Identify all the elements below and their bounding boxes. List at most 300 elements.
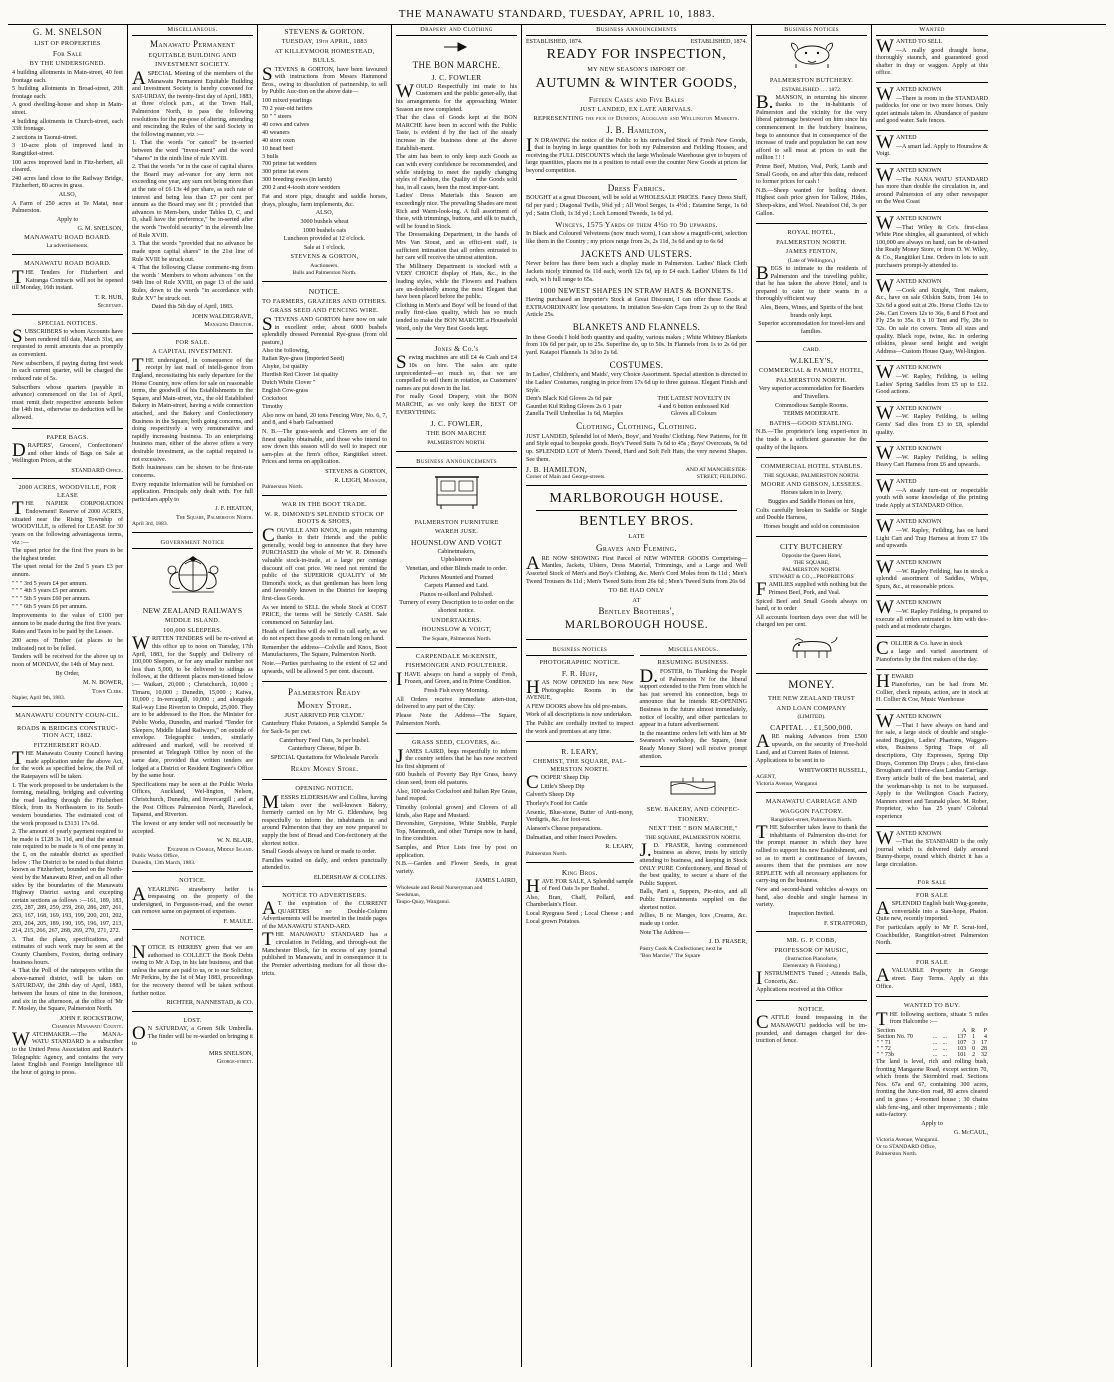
wantedbuy-applyto: Apply to	[921, 1120, 943, 1127]
stevens-date: TUESDAY, 19th APRIL, 1883	[281, 38, 368, 45]
county-title: MANAWATU COUNTY COUN-CIL.	[15, 711, 120, 719]
lost-body: ON SATURDAY, a Green Silk Umbrella. The finder will be re-warded on bringing it to	[132, 1023, 253, 1048]
row3-c4: 2	[972, 1051, 976, 1058]
wanted-body-12: —W. Rapley Feilding, is prepared to execute all orders entrusted to him with des-patch and at moderate charges.	[876, 608, 988, 631]
row3-c1: ...	[932, 1051, 938, 1058]
forsale-p2: Both businesses can be shown to be first-rate concerns.	[132, 465, 253, 479]
wanted-item-2	[876, 132, 988, 164]
special-notices-title: SPECIAL NOTICES.	[37, 319, 98, 327]
ad-king-bros	[526, 868, 634, 932]
fenton-name: JAMES FENTON,	[785, 248, 838, 256]
furniture-l5: Carpets Planned and Laid.	[424, 583, 489, 590]
row0-c1: ...	[932, 1033, 938, 1040]
th-p: P	[983, 1027, 987, 1034]
gloves-l1: Dent's Black Kid Gloves 2s 6d pair	[526, 396, 613, 403]
leary-l3: Calvert's Sheep Dip	[526, 792, 575, 799]
wanted-list	[876, 36, 989, 874]
gloves-r3: Gloves all Colours	[670, 411, 717, 418]
money-sig-addr: Victoria Avenue, Wanganui	[756, 781, 818, 788]
bonmarche-body: WOULD Respectfully int mate to his Customers and the public gener-ally, that his arrangements for the approaching Winter Season are now completed.	[396, 80, 517, 113]
pointing-hand-ornament	[396, 39, 517, 57]
advnotice-body: AT the expiration of the CURRENT QUARTERS no Double-Column Advertisements will be inserted in the inside pages of the MANAWATU STAND-ARD.	[262, 898, 387, 930]
ready-just: JUST LANDED, EX LATE ARRIVALS.	[580, 105, 693, 113]
winceys-line: Winceys, 1575 Yards of them 4½d to 9d upwards.	[555, 220, 718, 230]
woodville-byorder: By Order,	[55, 670, 80, 677]
butchery-p3: N.B.—Sheep wanted for boiling down. Highest cash price given for Tallow, Hides, Sheep-skins, and Wool. Neatsfoot Oil, 3s per Gallon.	[756, 187, 867, 217]
permanent-body: ASPECIAL Meeting of the members of the Manawatu Permanent Equitable Building and Investment Society is hereby convened for SAT-URDAY, the twenty-first day of April, 1883, at three o'clock p.m., at the Town Hall, Palmerston North, to pass the following resolutions for the pur-pose of altering, amending and rescinding the Rules of the said Society in the following manner, viz :—	[132, 67, 253, 138]
money-l3: (LIMITED).	[797, 714, 826, 721]
stables-title: COMMERCIAL HOTEL STABLES.	[760, 463, 863, 471]
stevens-stock-11: 200 2 and 4-tooth store wedders	[262, 185, 341, 192]
stevens-sig-addr: Bulls and Palmerston North.	[292, 269, 357, 276]
gloves-l2: Gauntlet Kid Riding Gloves 2s 6 1 pair	[526, 403, 622, 410]
column-7-header: Wanted	[876, 25, 988, 36]
photographic-p3: Work of all descriptions is now undertaken.	[526, 712, 633, 719]
jackets-title: JACKETS AND ULSTERS.	[580, 248, 693, 259]
fencing-sig: STEVENS & GORTON,	[325, 468, 387, 476]
walkley-l4: BATHS—GOOD STABLING.	[769, 419, 854, 427]
ad-county-council	[12, 712, 123, 1082]
forsale1-title: FOR SALE	[916, 891, 948, 899]
leary-sig-addr: Palmerston North.	[526, 850, 568, 857]
divider	[536, 179, 737, 180]
ready-big: AUTUMN & WINTER GOODS,	[535, 75, 738, 91]
notice2-sig: RICHTER, NANNESTAD, & CO.	[166, 999, 253, 1007]
masthead: THE MANAWATU STANDARD, TUESDAY, APRIL 10, 1883.	[8, 6, 1106, 25]
jones-title: Jones & Co.'s	[434, 344, 479, 354]
money-title: MONEY.	[788, 679, 835, 691]
leary-l1: COOPER' Sheep Dip	[526, 772, 589, 794]
forsale-date: April 3rd, 1883.	[132, 521, 169, 528]
wanted-body-10: —W. Rapley, Feilding, has on hand Light Cart and Trap Harness at from £7 10s and upwards	[876, 528, 988, 550]
hamilton-addr-right: STREET, FEILDING.	[696, 474, 747, 481]
butchery-body: B.MANSON, in returning his sincere thanks to the in-habitants of Palmerston and the vicinity for the very liberal patronage bestowed on him since his commencement in the butchery business, begs to announce that in consequence of the increase of trade and population he can now afford to sell meat at prices to suit the million ! ! !	[756, 91, 867, 162]
ad-notice-heifer	[132, 877, 253, 930]
boot-sub: W. R. DIMOND'S SPLENDID STOCK OF BOOTS & SHOES,	[264, 510, 385, 526]
sewbakery-l2: TIONERY.	[678, 815, 709, 823]
cake-icon	[663, 772, 723, 798]
stevens-stock-0: 100 mixed yearlings	[262, 98, 312, 105]
citybutchery-sub3: PALMERSTON NORTH.	[782, 567, 841, 574]
walkley-sub2: PALMERSTON NORTH.	[776, 376, 847, 384]
furniture-title: PALMERSTON FURNITURE	[414, 518, 499, 526]
ready-sub: MY NEW SEASON'S IMPORT OF	[587, 66, 686, 74]
ad-carriage-factory	[756, 798, 867, 932]
graves-fleming: Graves and Fleming.	[595, 543, 678, 553]
forsale1-body: ASPLENDID English built Wag-gonette, convertable into a Stan-hope, Phaton. Quite new, recently imported.	[876, 898, 988, 923]
column-7	[872, 25, 992, 1367]
bonmarche-p3: The aim has been to only keep such Goods as can with every confidence be recommended, and while studying to meet the rapidly changing styles of Fashion, the Quality of the Goods sold has, in all cases, been the most impor-tant.	[396, 154, 517, 191]
permanent-item-3: 4. That the following Clause commenc-ing from the words ' Members to whom advances ' on the 94th line of Rule XVIII, on page 13 of the said Rules, down to the words "in accordance with Rule XV" be struck out.	[132, 265, 253, 302]
boot-body: COUVILLE AND KNOX, in again returning thanks to their friends and the public generally, would beg to announce that they have PURCHASED the whole of Mr W. R. Dimond's valuable stock-in-trade, at a large per centage discount off cost price. We need not remind the public of the SUPERIOR QUALITY of Mr Dimond's stock, as that gentleman has been long and favorably known in the District for keeping first-class Goods.	[262, 524, 387, 603]
opening-sig: ELDERSHAW & COLLINS.	[313, 874, 387, 882]
leary-l5: Arsenic, Blue-stone, Butter of Anti-mony, Verdigris, &c. for foot-rot.	[526, 809, 634, 824]
wantedbuy-p2: The land is level, rich and rolling bush, fronting Mangaone Road, except section 70, which fronts the Stormbird road. Sections Nos. 67a and 67, containing 300 acres, fronting the Junc-tion road, 80 acres cleared and in grass ; 4-roomed house ; 30 chains slab fenc-ing, and other improvements ; title satis-factory.	[876, 1058, 988, 1119]
cow-cut	[756, 633, 867, 666]
stevens-stock-7: 3 bulls	[262, 153, 279, 160]
fencing-seed-5: English Cow-grass	[262, 388, 309, 395]
wanted-item-13	[876, 637, 988, 670]
snelson-also: ALSO,	[58, 192, 77, 199]
paper-bags-sig: STANDARD Office.	[71, 466, 123, 474]
ad-paper-bags	[12, 434, 123, 480]
money-capital: CAPITAL . . £1,500,000.	[770, 723, 853, 733]
boot-p2: As we intend to SELL the whole Stock at COST PRICE, the terms will be Strictly CASH. Sale commenced on Saturday last.	[262, 604, 387, 626]
ad-royal-hotel	[756, 229, 867, 342]
coat-of-arms-icon	[158, 552, 228, 598]
permanent-sub2: INVESTMENT SOCIETY.	[155, 61, 230, 69]
stables-l5: Horses bought and sold on commission	[763, 523, 860, 530]
stables-l2: Horses taken in to livery.	[780, 490, 843, 497]
sewbakery-l3: NEXT THE " BON MARCHE,"	[648, 825, 738, 833]
stevens-stock-12: Fat and store pigs, draught and saddle horses, drays, ploughs, farm implements, &c.	[262, 194, 387, 208]
grass-item-0: 600 bushels of Poverty Bay Rye Grass, heavy clean seed, from old pastures.	[396, 772, 517, 787]
forsale1-p2: For particulars apply to Mr F. Scrat-ford, Coachbuilder, Rangitikei-street Palmerston North.	[876, 925, 988, 947]
wanted-item-4	[876, 212, 988, 275]
jones-body: Sewing machines are still £4 4s Cash and £4 10s on hire. The sales are quite unprecedented—so much so, that we are compelled to sell them in rotation, as Customers' names are put down in the list.	[396, 352, 517, 392]
woodville-rate-2: " " " 5th 5 years £60 per annum.	[12, 596, 91, 603]
fraser-sig: J. D. FRASER,	[709, 938, 747, 946]
readymoney-big: Ready Money Store.	[290, 764, 359, 774]
wanted-lead-16: WANTED KNOWN	[876, 827, 942, 849]
readymoney-title: Palmerston Ready	[288, 687, 361, 698]
stevens-stock-6: 10 head beef	[262, 145, 294, 152]
blankets-title: BLANKETS AND FLANNELS.	[572, 321, 701, 332]
row1-c3: 107	[957, 1039, 967, 1046]
snelson-farm: A Farm of 250 acres at Te Matai, near Palmerston.	[12, 200, 123, 215]
notice1-sig: F. MAULE.	[223, 917, 253, 925]
wanted-body-11: —W. Rapley Feilding, has in stock a splendid assortment of Saddles, Whips, Spurs, &c., at reasonable prices.	[876, 568, 988, 590]
stevens-luncheon: Luncheon provided at 12 o'clock.	[283, 236, 366, 243]
ad-money-loan	[756, 679, 867, 793]
fencing-seed-list	[262, 348, 387, 411]
th-r: R	[971, 1027, 976, 1034]
snelson-item-3: 4 building allotments in Church-street, each 33ft frontage.	[12, 118, 123, 133]
photographic-title: PHOTOGRAPHIC NOTICE.	[539, 659, 621, 667]
bonmarche-p7: Clothing in Men's and Boys' will be found of that really first-class quality, which has so much tended to make the BON MARCHE a Household Word, only the Very Best Goods kept.	[396, 302, 517, 332]
furniture-l6: Pianos re-silked and Polished.	[419, 591, 494, 598]
kingbros-body: HAVE FOR SALE, A Splendid sample of Feed Oats 3s per Bushel.	[526, 875, 634, 897]
photographic-body: HAS NOW OPENED his new New Photographic Rooms in the AVENUE,	[526, 676, 634, 702]
row0-c3: 137	[957, 1033, 967, 1040]
ad-ready-money-store	[262, 687, 387, 780]
cow-icon	[783, 633, 841, 661]
furniture-addr: The Square, Palmerston North.	[421, 635, 492, 642]
grass-sig-2: Wholesale and Retail Nurseryman and	[396, 884, 483, 891]
money-l2: AND LOAN COMPANY	[776, 704, 847, 712]
royal-coat-of-arms	[132, 552, 253, 603]
stevens-sig-role: Auctioneers.	[310, 262, 339, 269]
jackets-body: Never before has there been such a display made in Palmerston. Ladies' Black Cloth Jackets nicely trimmed 6s 11d each, worth 12s 6d, up to £4 each. Ladies' Ulsters 8s 11d each, wi h full range to 65s.	[526, 261, 747, 283]
wanted-lead-4: WANTED KNOWN	[876, 212, 942, 234]
wanted-item-6	[876, 362, 988, 401]
ad-commercial-stables	[756, 463, 867, 537]
row3-c3: 101	[957, 1051, 967, 1058]
snelson-advert: La advertisements.	[46, 243, 89, 250]
stevens-stock-3: 40 cows and calves	[262, 121, 310, 128]
hamilton-addr-left: Corner of Main and George-streets.	[526, 474, 606, 481]
resuming-p2: In the meantime orders left with him at Mr Swanson's workshop, the Square, (near Ready Money Store) will receive prompt attention.	[639, 730, 747, 760]
ad-special-notices	[12, 320, 123, 429]
ad-for-sale-investment	[132, 339, 253, 534]
wanted-body-9: —A steady turn-out or respectable youth with some knowledge of the printing trade Apply at STANDARD Office.	[876, 487, 988, 509]
row1-c0: " " 71	[877, 1039, 891, 1046]
woodville-rates	[12, 581, 123, 613]
carpendale-title: CARPENDALE McKENSIE,	[415, 652, 498, 660]
county-p2: 1. The work proposed to be undertaken is the forming, metalling, bridging and culverting the road leading through the Fitzherbert Block, from its Northeastern to its South-western boundaries. The estimated cost of the work proposed is £3131 17s 6d.	[12, 782, 123, 827]
furniture-l7: Turnery of every Description to to order on the shortest notice.	[399, 600, 514, 615]
stevens-title: STEVENS & GORTON.	[284, 27, 365, 36]
notice2-body: NOTICE IS HEREBY given that we are authorised to COLLECT the Book Debts owing to Mr A Esp, in his late business, and that unless the same are paid to us, or to our Solicitor, Mr Perkins, by the 1st of May 1883, proceedings for the recovery thereof will be taken without further notice.	[132, 941, 253, 997]
wanted-lead-12: WANTED KNOWN	[876, 597, 942, 619]
walkley-l1: Very superior accommodation for Boarders and Travellers.	[758, 386, 865, 401]
divider	[536, 510, 737, 511]
woodville-rate-0: " " " 3rd 5 years £4 per annum.	[12, 580, 88, 587]
fencing-sub: GRASS SEED AND FENCING WIRE.	[270, 307, 379, 315]
ad-stevens-gorton-auction	[262, 27, 387, 282]
dress-fabrics-title: Dress Fabrics.	[607, 182, 666, 193]
row0-c4: 1	[972, 1033, 976, 1040]
ad-snelson	[12, 27, 123, 255]
carriage-body: THE Subscriber takes leave to thank the inhabitants of Palmerston dis-trict for the prompt manner in which they have rallied to support his new Establishment, and so as to merit a continuance of favours, assures them that the premises are now REPLETE with all necessary appliances for carry-ing on the business.	[756, 822, 867, 885]
boot-p5: Note.—Parties purchasing to the extent of £2 and upwards, will be allowed 5 per cent. discount.	[262, 660, 387, 675]
wanted-lead-6: WANTED KNOWN	[876, 362, 942, 384]
row1-c2: ...	[942, 1039, 947, 1046]
ad-for-sale-waggonette	[876, 892, 988, 954]
woodville-p6: 200 acres of Timber (at places to be indicated) not to be felled.	[12, 638, 123, 652]
column-5-header: Business Announcements	[526, 25, 747, 36]
ad-wanted-to-buy	[876, 1002, 988, 1162]
row3-c2: ...	[942, 1051, 947, 1058]
leary-sig: R. LEARY,	[605, 843, 634, 851]
grass-sig-3: Seedsman,	[396, 891, 421, 898]
opening-body: MESSRS ELDERSHAW and Collins, having taken over the well-known Bakery, formerly carried on by Mr G. Eldershaw, beg respectfully to inform the inhabitants in and around Palmerston that they are now prepared to supply the best of Bread and Con-fectionery at the shortest notice.	[262, 791, 387, 847]
ad-furniture-warehouse	[396, 457, 517, 648]
wanted-item-10	[876, 516, 988, 555]
wanted-item-8	[876, 443, 988, 475]
fencing-seed-6: Cocksfoot	[262, 395, 288, 402]
advnotice-p2: THE MANAWATU STANDARD has a circulation in Feilding, and through-out the Manchester Block, far in excess of any journal published in Manawatu, and in consequence it is the Premier advertising medium for all those dis-tricts.	[262, 929, 387, 977]
county-p5: 4. That the Poll of the ratepayers within the above-named district, will be taken on SATURDAY, the 28th day of April, 1883, between the hours of nine in the forenoon, and six in the afternoon, at the office of 'Mr F. Mosley, the Square, Palmerston North.	[12, 968, 123, 1013]
stables-l3: Buggies and Saddle Horses on hire,	[768, 498, 855, 505]
col5-lower-left	[526, 645, 634, 968]
pointing-hand-icon	[442, 40, 472, 52]
carpendale-p2: Fresh Fish every Morning.	[424, 688, 489, 695]
wanted-lead-2: WANTED	[876, 132, 917, 154]
stevens-sig: STEVENS & GORTON,	[290, 253, 359, 261]
grass-body: JAMES LAIRD, begs respectfully to inform the country settlers that he has now received his first shipment of	[396, 745, 517, 770]
wantedbuy-or: Or to STANDARD Office,	[876, 1143, 937, 1150]
ad-fishmonger	[396, 653, 517, 734]
forsale2-body: AVALUABLE Property in George street. Easy Terms. Apply at this Office.	[876, 965, 988, 990]
railways-body: WRITTEN TENDERS will be re-ceived at this office up to noon on Tuesday, 17th April, 1883, for the Supply and Delivery of 100,000 Sleepers, or for any smaller number not less than 5,000, to be delivered to sidings as follows, at the different places men-tioned below :— Waikari, 20,000 ; Christchurch, 10,000 ; Timaru, 10,000 ; Dunedin, 15,000 ; Kaiwa, 10,000 ; In-vercargill, 10,000 ; and alongside Rail-way Line Riverton to Orepuki, 25,000. They are to be addressed to the Hon. the Minister for Public Works, Dunedin, and marked "Tender for Sleepers, Middle Island Railways," on outside of envelope. Telegraphic tenders, similarly addressed and marked, will be received if presented at Telegraph Office by noon of the same date, provided that written tenders are lodged at a District or Resident Engineer's Office by the same hour.	[132, 633, 253, 780]
grass-p2: Samples, and Price Lists free by post on application.	[396, 844, 517, 859]
govt-notice-header: Government Notice	[132, 538, 253, 549]
woodville-body: THE NAPIER CORPORATION Endowment! Reserve of 2000 ACRES, situated near the Rising Township of WOODVILLE, is offered for LEASE for 30 years on the following advantageous terms, viz :—	[12, 498, 123, 546]
bentley-brothers: Bentley Brothers',	[598, 606, 675, 617]
woodville-sig: M. N. BOWER,	[82, 679, 123, 687]
wanted-body-6: —W. Rapley, Feilding, is selling Ladies' Spring Saddles from £5 up to £12. Good actions.	[876, 373, 988, 396]
stevens-also-1: 3000 bushels wheat	[300, 218, 349, 225]
kingbros-p2: Also, Bran, Chaff, Pollard, and Chamberlain's Flour.	[526, 894, 634, 909]
business-notices-header-c4: Business Announcements	[396, 457, 517, 468]
snelson-item-5: 3 10-acre plots of improved land in Rangitikei-street.	[12, 143, 123, 157]
column-4	[392, 25, 522, 1367]
royal-p2: Ales, Beers, Wines, and Spirits of the best brands only kept.	[760, 304, 863, 319]
sewbakery-body: J.D. FRASER, having commenced business as above, trusts by strictly attending to business, and keeping in Stock ONLY PURE Confectionery, and Bread of the best quality, to secure a share of the Public Support.	[639, 839, 747, 887]
furniture-l2: Upholsterers	[440, 557, 473, 564]
gloves-right	[641, 396, 748, 419]
royal-title: ROYAL HOTEL,	[787, 229, 836, 237]
ad-permanent-society	[132, 39, 253, 334]
cobb-l4: Applications received at this Office	[756, 987, 843, 994]
cobb-l2: Elementary & Finishing.)	[782, 963, 841, 970]
wanted-body-3: —The NANA WATU STANDARD has more than double the circulation in, and around Palmerston of any other newspaper on the West Coast	[876, 176, 988, 206]
row2-c2: ...	[942, 1045, 947, 1052]
snelson-apply-name: G. M. SNELSON,	[77, 225, 123, 233]
permanent-sig-role: Managing Director.	[204, 321, 253, 329]
wanted-lead-1: WANTED KNOWN	[876, 84, 942, 106]
wanted-item-5	[876, 276, 988, 361]
sewbakery-p2: Balls, Parti s, Suppers, Pic-nics, and all Public Entertainments supplied on the shortest notice.	[639, 889, 747, 911]
snelson-item-6: 100 acres improved land in Fitz-herbert, all cleared.	[12, 159, 123, 174]
citybutchery-l2: Spiced Beef and Small Goods always on hand, or to order	[756, 598, 867, 613]
citybutchery-l1: FAMILIES supplied with nothing but the Primest Beef, Pork, and Veal.	[756, 579, 867, 601]
county-p6: WATCHMAKER.—The MANA-WATU STANDARD is a subscriber to the United Press Association and Reuter's Telegraphic Agency, and contains the very latest English and Foreign Intelligence till the hour of going to press.	[12, 1028, 123, 1076]
forsale-sub: A CAPITAL INVESTMENT.	[152, 348, 233, 356]
railways-sig-role: Engineer in Charge, Middle Island.	[167, 845, 253, 853]
th-a: A	[961, 1027, 967, 1034]
snelson-apply: Apply to	[56, 216, 79, 223]
bonmarche-sig-town: PALMERSTON NORTH.	[427, 439, 486, 446]
jones-p2: For really Good Drapery, visit the BON MARCHE, as we only keep the BEST OF EVERYTHING.	[396, 394, 517, 416]
walkley-l2: Commodious Sample Rooms.	[775, 402, 848, 409]
gloves-left	[526, 396, 633, 419]
money-l1: THE NEW ZEALAND TRUST	[767, 695, 856, 703]
furniture-cut	[396, 471, 517, 516]
ready-cases: Fifteen Cases and Five Bales	[588, 94, 685, 104]
resuming-body: D.FOSTER, In Thanking the People of Palmerston N for the liberal support extended to the Firm from which he has just severed his connection, begs to announce that he intends RE-OPENING Business in the future almost immediately, notice of locality, and other particulars to appear in a future advertisement.	[639, 665, 747, 729]
walkley-l3: TERMS MODERATE.	[783, 411, 840, 418]
money-sig-role: AGENT,	[756, 774, 776, 781]
ad-nz-railways	[132, 538, 253, 872]
roadboard-body: THE Tenders for Fitzherbert and Kairanga Contracts will not be opened till Monday, 16th instant.	[12, 266, 123, 292]
permanent-item-1: 2. That the words "or in the case of capital shares the Board may ad-vance for any term not exceeding one year, any sum not being more than at the rate of £6 13s 4d per share, as such rate of interest and being less than £7 per cent per annum as the Board may see fit ; provided that advances to Mem-bers, under Tables D, C, and D, shall have the preference," be in-serted after the words "twofold security" in the eleventh line of Rule XVIII.	[132, 164, 253, 239]
furniture-l3: Venetian, and other Blinds made to order.	[405, 566, 508, 573]
ad-notice-advertisers	[262, 892, 387, 984]
cobb-l3: INSTRUMENTS Tuned ; Attends Balls, Concerts, &c.	[756, 968, 867, 990]
carriage-addr: Rangitikei-street, Palmerston North.	[770, 817, 853, 824]
readymoney-potatoes: Canterbury Fluke Potatoes, a Splendid Sample 5s for Sack-5s per cwt.	[262, 721, 387, 735]
fencing-p2: Also now on hand, 20 tons Fencing Wire, No. 6, 7, and 8, and 4 barb Galvanised	[262, 412, 387, 427]
gloves-r1: THE LATEST NOVELTY IN	[657, 396, 731, 403]
bull-icon	[784, 39, 840, 69]
readymoney-special: SPECIAL Quotations for Wholesale Parcels	[270, 754, 379, 761]
wanted-item-15	[876, 711, 989, 827]
ad-leary-chemist	[526, 747, 634, 862]
readymoney-cheese: Canterbury Cheese, 8d per lb.	[288, 746, 361, 753]
butchery-cut	[756, 39, 867, 74]
column-6	[752, 25, 872, 1367]
snelson-item-1: 5 building allotments in Broad-street, 20ft frontage each.	[12, 86, 123, 100]
forsale-title: FOR SALE.	[175, 338, 210, 346]
wanted-lead-8: WANTED KNOWN	[876, 443, 942, 465]
stables-l4: Colts carefully broken to Saddle or Single and Double Harness,	[756, 507, 867, 522]
wanted-item-11	[876, 556, 988, 596]
wanted-lead-3: WANTED KNOWN	[876, 164, 942, 186]
bonmarche-sig: J. C. FOWLER,	[430, 419, 483, 429]
column-6-header: Business Notices	[756, 25, 867, 36]
forsale2-title: FOR SALE	[916, 958, 948, 966]
ad-woodville-lease	[12, 484, 123, 707]
fencing-body: STEVENS AND GORTON have now on sale in excellent order, about 6000 bushels splendidly dressed Perennial Rye-grass (from old pasture,)	[262, 314, 387, 346]
wanted-body-2: —A smart lad. Apply to Hounslow & Voigt.	[876, 143, 988, 158]
roadboard-sig-role: Secretary.	[97, 302, 123, 310]
carriage-p2: New and second-hand vehicles al-ways on hand, also double and single harness in variety.	[756, 887, 867, 909]
stevens-stock-2: 50 " " steers	[262, 113, 292, 120]
lost-sig: MRS SNELSON,	[208, 1050, 253, 1058]
leary-l2: Little's Sheep Dip	[540, 783, 585, 790]
leary-name: R. LEARY,	[561, 747, 599, 757]
wantedbuy-sig: G. McCAUL,	[953, 1129, 988, 1137]
snelson-item-0: 4 building allotments in Main-street, 40 feet frontage each.	[12, 69, 123, 84]
woodville-p5: Rates and Taxes to be paid by the Lessee.	[12, 629, 114, 636]
cobb-title: PROFESSOR OF MUSIC,	[774, 946, 849, 954]
wanted-item-7	[876, 402, 988, 442]
fencing-sig-mgr: R. LEIGH, Manager,	[334, 476, 387, 484]
noticeend-body: CATTLE found trespassing in the MANAWATU paddocks will be im-pounded, and damages charged for des-truction of fence.	[756, 1012, 867, 1045]
county-sig-role: Chairman Manawatu County.	[52, 1023, 123, 1031]
wantedbuy-body: THE following sections, situate 5 miles from Halcombe :—	[876, 1008, 988, 1030]
fencing-sig-addr: Palmerston North.	[262, 483, 304, 490]
boot-title: WAR IN THE BOOT TRADE.	[281, 500, 368, 508]
railways-sub: MIDDLE ISLAND.	[165, 617, 220, 625]
bonmarche-p5: The Dressmaking Department, in the hands of Mrs Van Stoust, and as effici-ent staff, is sufficient intimation that all orders entrusted to her care will receive the utmost attention.	[396, 232, 517, 262]
citybutchery-title: CITY BUTCHERY	[780, 542, 843, 552]
stevens-stock-10: 300 breeding ewes (in lamb)	[262, 177, 332, 184]
wanted-body-15: —That I have always on hand and for sale, a large stock of double and single-seated Buggies, Ladies' Phaetons, Waggon-ettes, Business Spring Traps of all descriptions, City Expresses, Spring Dip Drays, Common Dip Drays ; also, first-class Brougham and 1 three-class Landau Carriage. Every article built of the best material, and the workman-ship is not to be surpassed. Apply to the Wellington Coach Factory, Manners street and Taranaki place. M. Rober, Proprietor, who has 25 years' Colonial experience	[876, 722, 989, 820]
special-notices-p2: New subscribers, if paying during first week in each current quarter, will be charged the reduced rate of 5s.	[12, 360, 123, 382]
stables-l1: THE SQUARE, PALMERSTON NORTH.	[763, 472, 860, 479]
row3-c0: " " 73b	[877, 1051, 894, 1058]
marlborough-at: AT	[632, 596, 641, 604]
costumes-body: In Ladies', Children's, and Maids', very Choice Assortment. Special attention is directed to the Ladies' Costumes, ranging in price from 17s 6d up to three guineas. Elegant Finish and Style.	[526, 372, 747, 394]
fencing-seed-0: Also the following,	[262, 348, 310, 355]
wanted-item-12	[876, 597, 988, 636]
column-4-header: Drapery and Clothing	[396, 25, 517, 36]
gloves-columns	[526, 396, 747, 419]
snelson-item-7: 240 acres land close to the Railway Bridge, Fitzherbert, 80 acres in grass.	[12, 175, 123, 190]
opening-p3: Families waited on daily, and orders punctually attended to.	[262, 857, 387, 872]
county-p4: 3. That the plans, specifications, and estimates of such work may be seen at the County Chambers, Foxton, during ordinary business hours.	[12, 936, 123, 966]
stevens-sale-time: Sale at 1 o'clock.	[303, 244, 346, 251]
sections-table	[876, 1028, 988, 1058]
fencing-seed-4: Dutch White Clover "	[262, 380, 316, 387]
stevens-stock-list	[262, 98, 387, 193]
notice2-title: NOTICE	[180, 935, 205, 943]
column-2	[128, 25, 258, 1367]
wanted-body-16: —That the STANDARD is the only journal which is delivered daily around Bunny-thorpe, round which district it has a large circulation.	[876, 839, 988, 869]
bonmarche-p4: Ladies' Dress Materials this Season are exceedingly nice. The prevailing Shades are most Rich and Warm-look-ing. A full assortment of these, with trimmings, buttons, and silk to match, will be found in Stock.	[396, 193, 517, 230]
ad-bon-marche	[396, 39, 517, 339]
permanent-item-0: 1. That the words "or cancel" be in-serted between the word "invest-ment" and the word "shares" in the ninth line of rule XVIII.	[132, 140, 253, 162]
ad-lost-umbrella	[132, 1017, 253, 1070]
snelson-item-4: 2 sections in Taonui-street.	[12, 134, 78, 141]
marlborough-body: ARE NOW SHOWING First Parcel of NEW WINTER GOODS Comprising—Mantles, Jackets, Ulsters, Dress Material, Trimmings, and a Large and Well Assorted Stock of Men's and Boy's Clothing, &c. Men's Cord Moles from 8s 11d ; Men's Tweed Trousers 8s 11d ; Men's Tweed Suits from 26s 6d ; Men's Tweed Suits from 26s 6d	[526, 552, 747, 585]
wantedbuy-sig-addr: Victoria Avenue, Wanganui.	[876, 1136, 939, 1143]
ad-fraser-bakery	[640, 772, 748, 963]
carriage-title: MANAWATU CARRIAGE AND	[765, 798, 858, 806]
